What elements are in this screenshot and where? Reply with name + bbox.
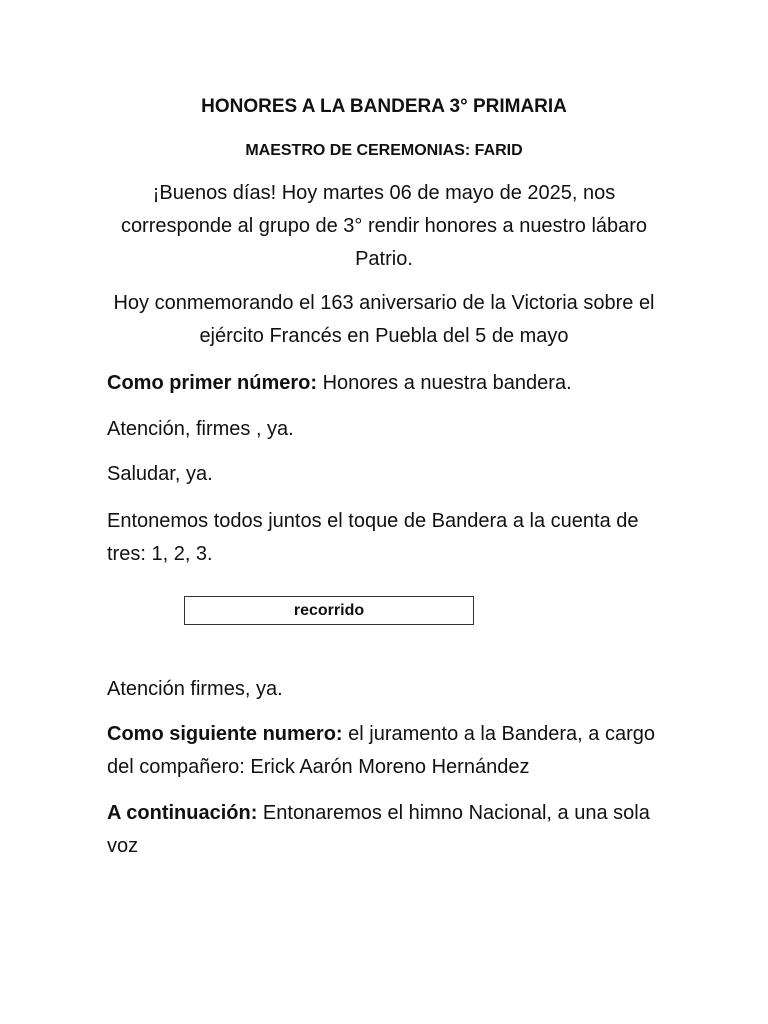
first-number-paragraph <box>107 367 667 400</box>
next-number-label: Como siguiente numero: <box>107 723 343 745</box>
continuation-text: Entonaremos el himno Nacional, a una sola voz <box>107 802 650 857</box>
command-saludar: Saludar, ya. <box>107 463 213 485</box>
command-firmes: Atención, firmes , ya. <box>107 418 294 440</box>
continuation-paragraph <box>107 797 667 863</box>
commemoration-paragraph: Hoy conmemorando el 163 aniversario de la Victoria sobre el ejército Francés en Puebla del 5 de mayo <box>113 292 655 347</box>
intro-paragraph: ¡Buenos días! Hoy martes 06 de mayo de 2025, nos corresponde al grupo de 3° rendir honores a nuestro lábaro Patrio. <box>120 182 648 270</box>
first-number-text: Honores a nuestra bandera. <box>317 372 572 394</box>
recorrido-box: recorrido <box>184 596 474 625</box>
next-number-paragraph <box>107 718 667 784</box>
first-number-label: Como primer número: <box>107 372 318 394</box>
master-of-ceremonies-line: MAESTRO DE CEREMONIAS: FARID <box>245 142 523 159</box>
next-number-text: el juramento a la Bandera, a cargo del compañero: Erick Aarón Moreno Hernández <box>107 723 655 778</box>
continuation-label: A continuación: <box>107 802 258 824</box>
document-title: HONORES A LA BANDERA 3° PRIMARIA <box>201 96 567 117</box>
command-firmes-2: Atención firmes, ya. <box>107 678 283 700</box>
toque-paragraph: Entonemos todos juntos el toque de Bandera a la cuenta de tres: 1, 2, 3. <box>107 510 639 565</box>
